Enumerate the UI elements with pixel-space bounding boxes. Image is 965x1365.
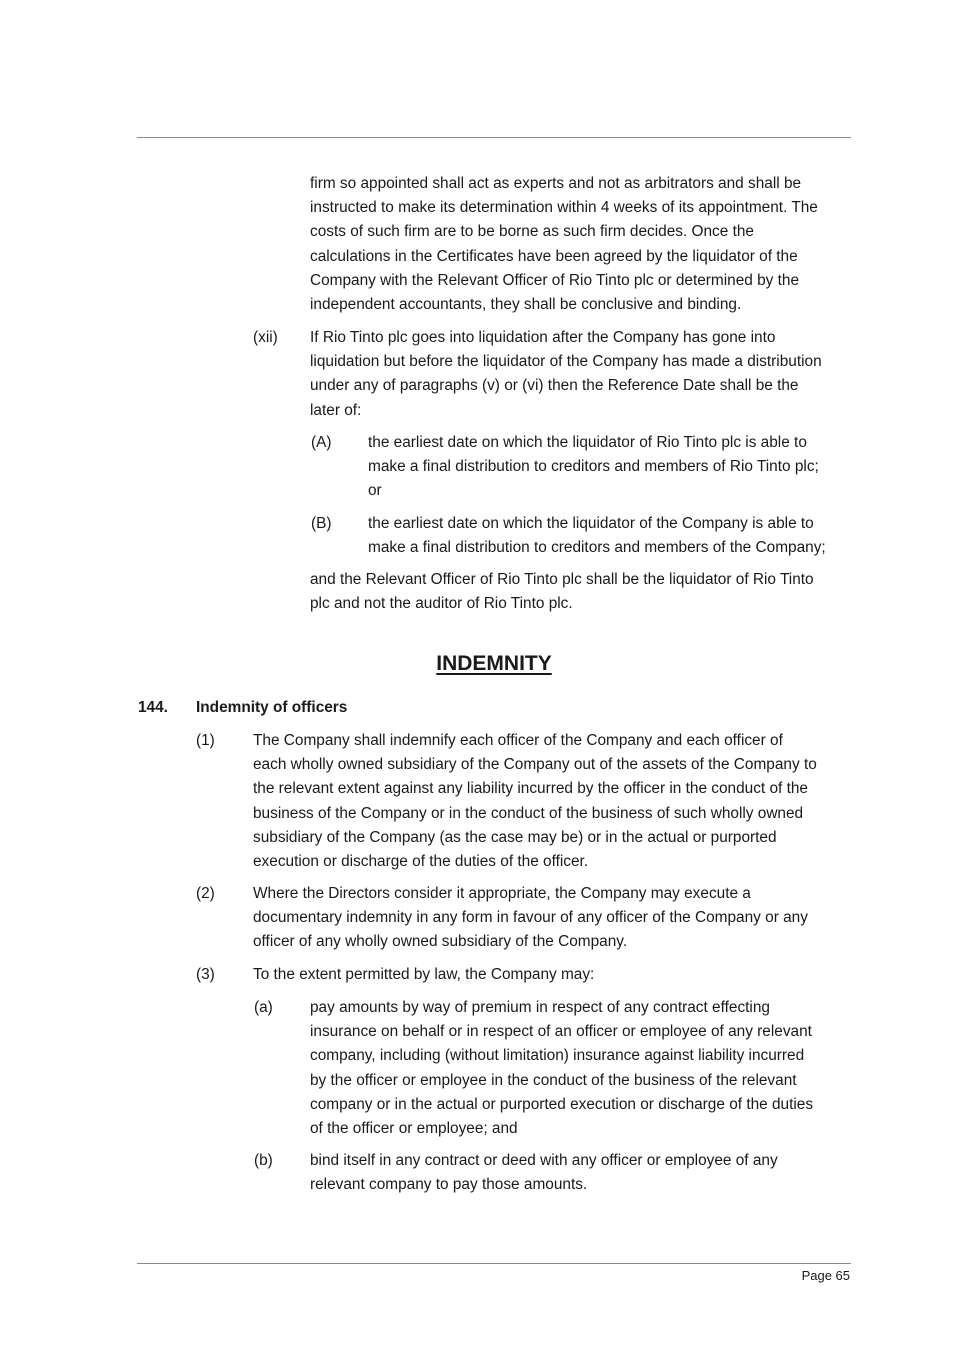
paragraph-label-3: (3) — [196, 966, 215, 983]
text-line: the earliest date on which the liquidator of Rio Tinto plc is able to — [368, 434, 807, 451]
text-line: If Rio Tinto plc goes into liquidation after the Company has gone into — [310, 329, 776, 346]
text-line: later of: — [310, 401, 362, 419]
text-line: The Company shall indemnify each officer of the Company and each officer of — [253, 732, 783, 749]
text-line: pay amounts by way of premium in respect of any contract effecting — [310, 999, 770, 1016]
section-heading: INDEMNITY — [436, 652, 552, 675]
subparagraph-b — [310, 1149, 778, 1197]
text-line: insurance on behalf or in respect of an officer or employee of any relevant — [310, 1023, 812, 1041]
text-line: company or in the actual or purported execution or discharge of the duties — [310, 1095, 814, 1113]
text-line: and the Relevant Officer of Rio Tinto plc shall be the liquidator of Rio Tinto — [310, 571, 814, 588]
text-line: execution or discharge of the duties of the officer. — [253, 853, 589, 871]
text-line: subsidiary of the Company (as the case may be) or in the actual or purported — [253, 828, 777, 846]
subparagraph-A — [368, 431, 819, 504]
text-line: the relevant extent against any liability incurred by the officer in the conduct of the — [253, 780, 808, 798]
text-line: Company with the Relevant Officer of Rio Tinto plc or determined by the — [310, 271, 800, 289]
clause-number: 144. — [138, 699, 168, 716]
paragraph-1 — [253, 729, 817, 874]
page-number: Page 65 — [801, 1268, 850, 1283]
text-line: each wholly owned subsidiary of the Company out of the assets of the Company to — [253, 756, 817, 774]
text-line: under any of paragraphs (v) or (vi) then the Reference Date shall be the — [310, 377, 799, 395]
text-line: bind itself in any contract or deed with any officer or employee of any — [310, 1152, 778, 1169]
subparagraph-label-a: (a) — [254, 999, 273, 1016]
text-line: make a final distribution to creditors and members of Rio Tinto plc; — [368, 458, 819, 476]
subparagraph-a — [310, 996, 813, 1141]
text-line: documentary indemnity in any form in favour of any officer of the Company or any — [253, 909, 808, 927]
subparagraph-label-B: (B) — [311, 515, 332, 532]
subparagraph-label-b: (b) — [254, 1152, 273, 1169]
text-line: company, including (without limitation) insurance against liability incurred — [310, 1047, 805, 1065]
paragraph-label-1: (1) — [196, 732, 215, 749]
text-line: firm so appointed shall act as experts and not as arbitrators and shall be — [310, 175, 802, 192]
text-line: independent accountants, they shall be conclusive and binding. — [310, 296, 742, 314]
subparagraph-label-A: (A) — [311, 434, 332, 451]
text-line: instructed to make its determination within 4 weeks of its appointment. The — [310, 199, 818, 217]
paragraph-xii-tail — [310, 568, 814, 616]
text-line: business of the Company or in the conduct of the business of such wholly owned — [253, 804, 804, 822]
text-line: of the officer or employee; and — [310, 1120, 518, 1138]
text-line: costs of such firm are to be borne as such firm decides. Once the — [310, 223, 754, 241]
text-line: plc and not the auditor of Rio Tinto plc. — [310, 595, 573, 613]
clause-title: Indemnity of officers — [196, 699, 348, 716]
text-line: relevant company to pay those amounts. — [310, 1176, 588, 1194]
text-line: by the officer or employee in the conduct of the business of the relevant — [310, 1071, 797, 1089]
paragraph-label-2: (2) — [196, 885, 215, 902]
paragraph-3 — [253, 963, 594, 987]
paragraph-2 — [253, 882, 808, 955]
text-line: the earliest date on which the liquidator of the Company is able to — [368, 515, 814, 532]
footer-rule — [137, 1263, 851, 1264]
text-line: To the extent permitted by law, the Company may: — [253, 966, 595, 983]
subparagraph-B — [368, 512, 826, 560]
text-line: calculations in the Certificates have been agreed by the liquidator of the — [310, 247, 798, 265]
text-line: make a final distribution to creditors and members of the Company; — [368, 539, 826, 557]
paragraph-xii — [310, 326, 822, 423]
text-line: or — [368, 482, 382, 500]
continuation-paragraph — [310, 172, 818, 317]
header-rule — [137, 137, 851, 138]
text-line: liquidation but before the liquidator of the Company has made a distribution — [310, 353, 822, 371]
paragraph-label-xii: (xii) — [253, 329, 278, 346]
text-line: officer of any wholly owned subsidiary of the Company. — [253, 933, 628, 951]
text-line: Where the Directors consider it appropriate, the Company may execute a — [253, 885, 751, 902]
